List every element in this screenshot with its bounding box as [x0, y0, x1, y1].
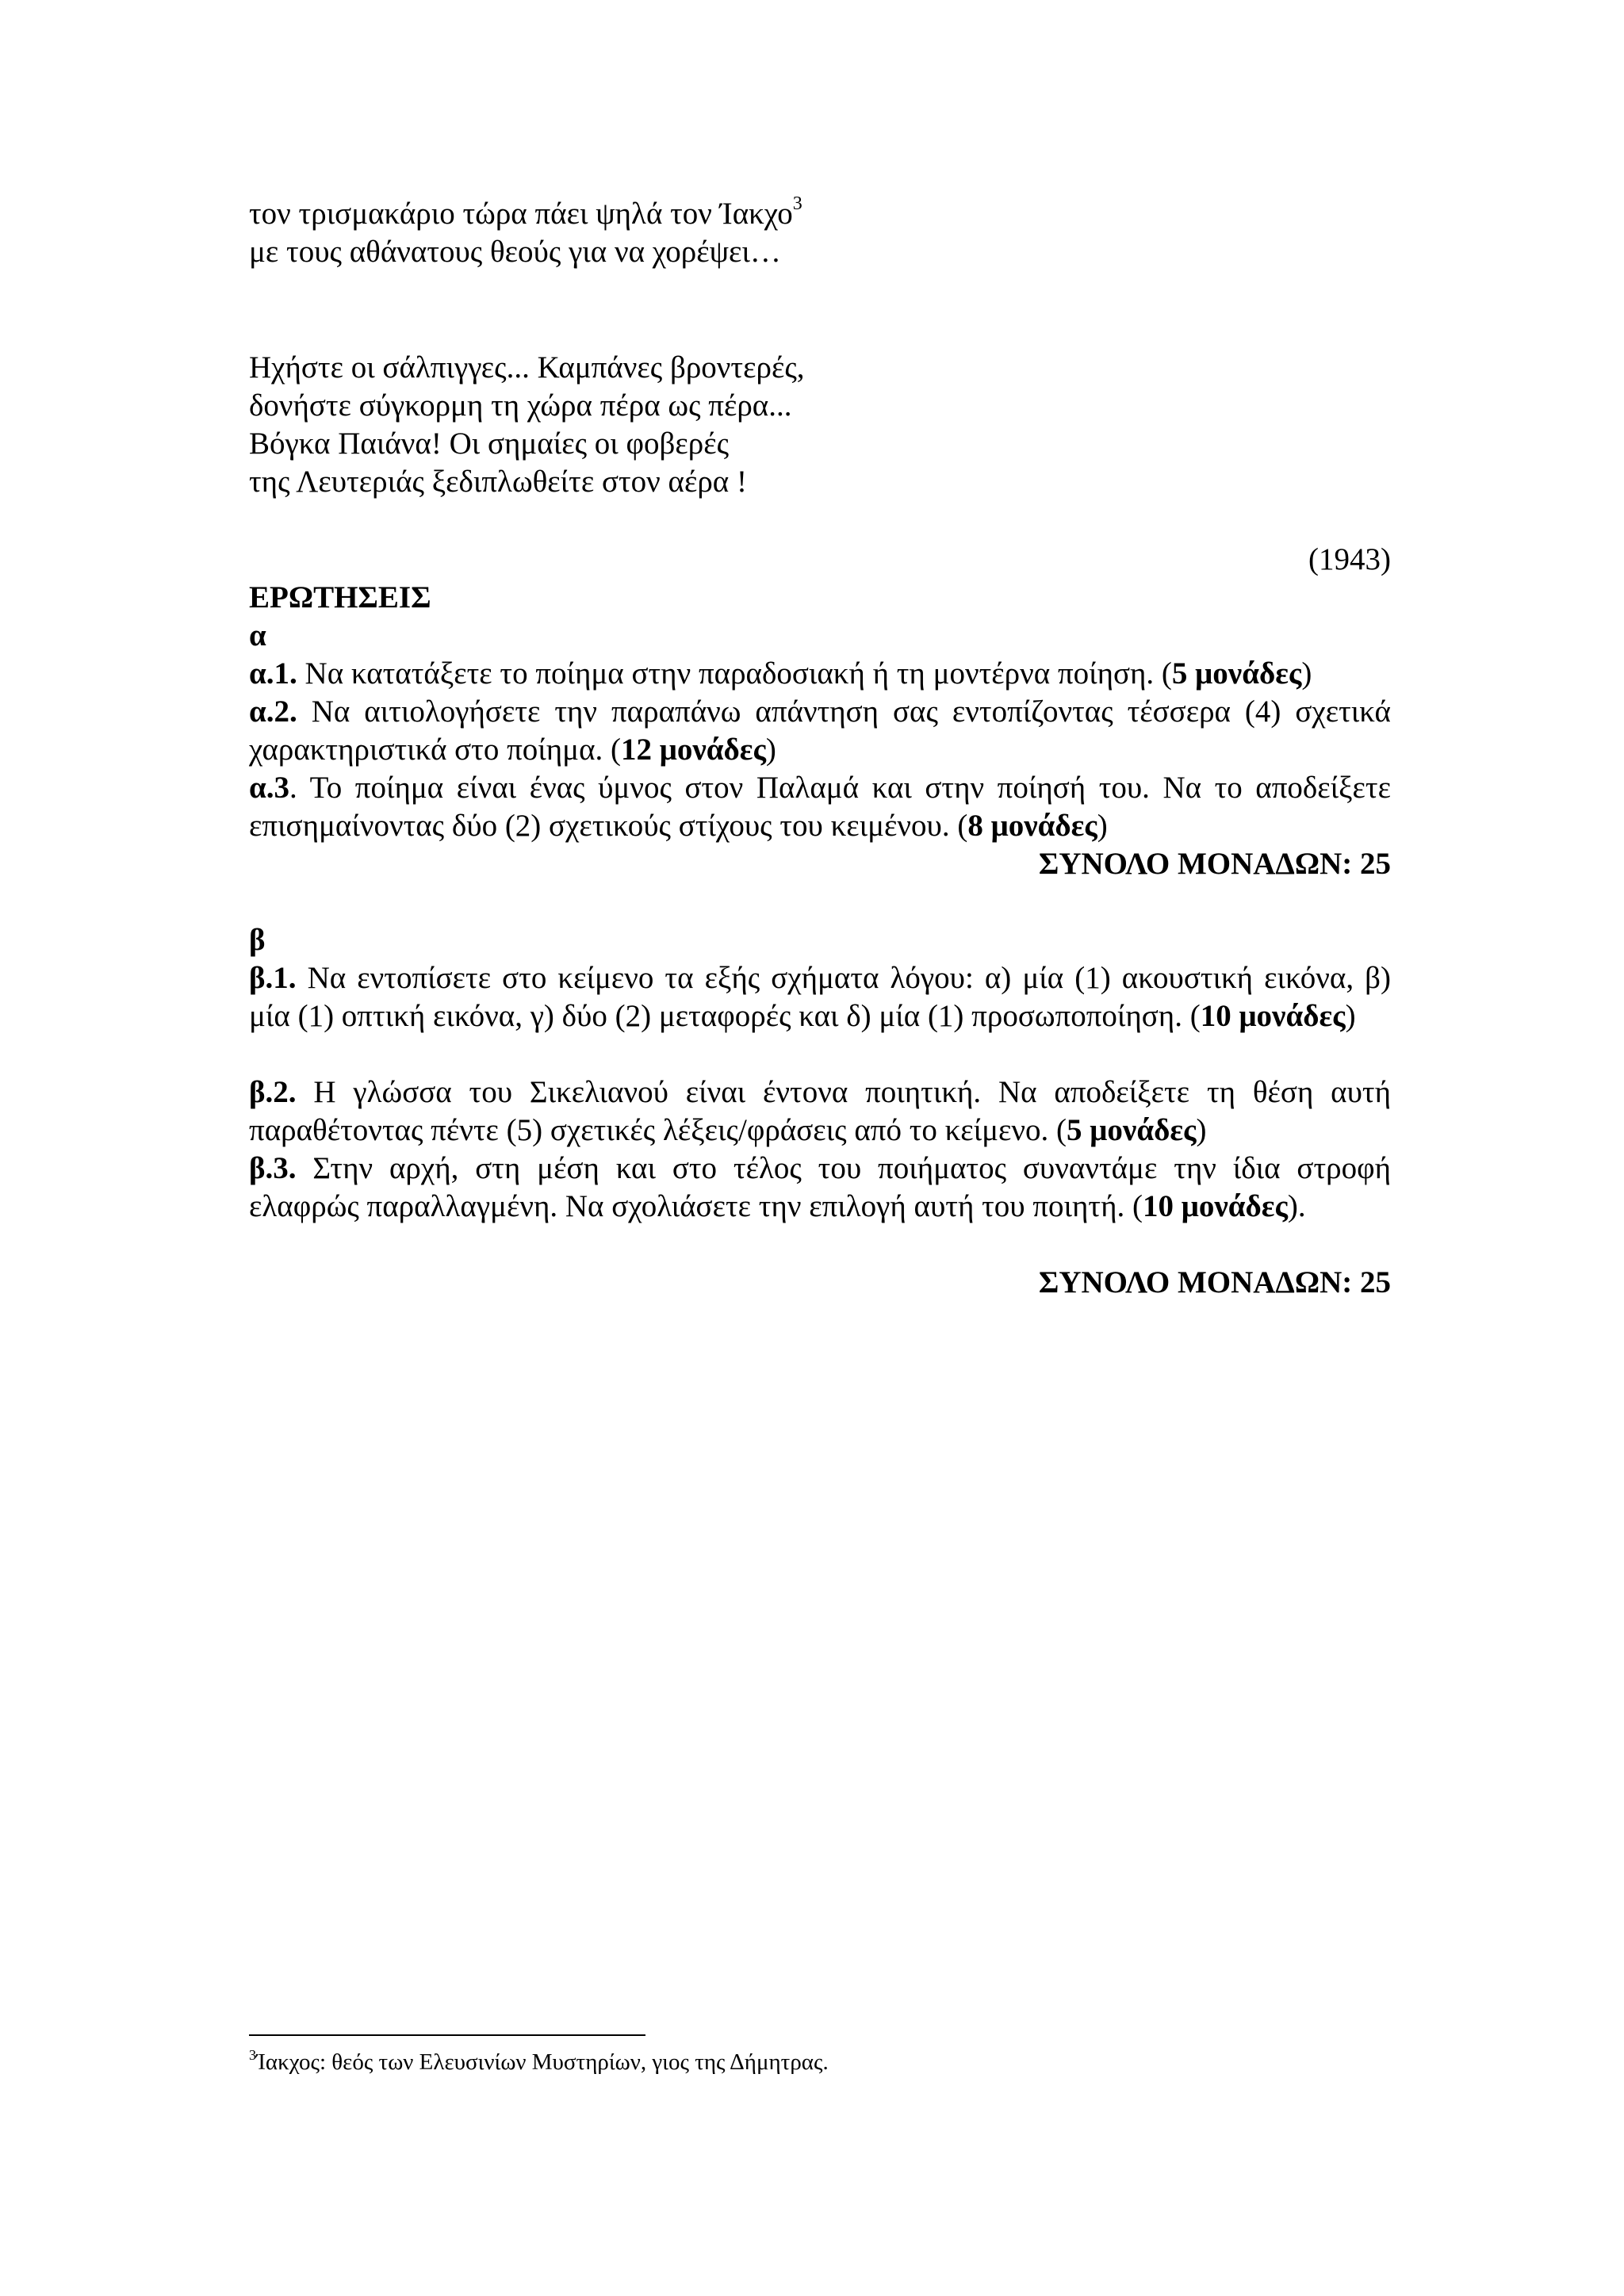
questions-heading	[249, 579, 431, 617]
section-a-total-text: ΣΥΝΟΛΟ ΜΟΝΑΔΩΝ: 25	[1038, 847, 1391, 881]
section-a-label	[249, 617, 266, 655]
section-a-label-text: α	[249, 618, 266, 652]
section-a-total	[249, 845, 1391, 883]
footnote-mark: 3	[249, 2047, 256, 2063]
question-text: Να κατατάξετε το ποίημα στην παραδοσιακή ή τη μοντέρνα ποίηση. (	[297, 656, 1172, 691]
question-text-end: )	[1345, 999, 1356, 1033]
section-b-total-text: ΣΥΝΟΛΟ ΜΟΝΑΔΩΝ: 25	[1038, 1265, 1391, 1299]
section-b-label-text: β	[249, 923, 266, 957]
question-text-end: )	[1301, 656, 1312, 691]
question-points: 8 μονάδες	[967, 809, 1097, 843]
question-text: Να εντοπίσετε στο κείμενο τα εξής σχήματα λόγου: α) μία (1) ακουστική εικόνα, β) μία (1) οπτική εικόνα, γ) δύο (2) μεταφορές και δ) μία (1) προσωποποίηση. (	[249, 961, 1391, 1033]
question-text: Στην αρχή, στη μέση και στο τέλος του ποιήματος συναντάμε την ίδια στροφή ελαφρώς παραλλαγμένη. Να σχολιάσετε την επιλογή αυτή του ποιητή. (	[249, 1151, 1391, 1223]
poem-line: δονήστε σύγκορμη τη χώρα πέρα ως πέρα...	[249, 388, 792, 423]
question-points: 12 μονάδες	[621, 733, 766, 767]
footnote-text: Ίακχος: θεός των Ελευσινίων Μυστηρίων, γιος της Δήμητρας.	[256, 2049, 829, 2075]
questions-heading-text: ΕΡΩΤΗΣΕΙΣ	[249, 580, 431, 614]
question-number: α.1.	[249, 656, 297, 691]
question-number: β.3.	[249, 1151, 297, 1185]
question-text-end: )	[1196, 1113, 1207, 1147]
poem-line: Βόγκα Παιάνα! Οι σημαίες οι φοβερές	[249, 427, 730, 461]
question-b1	[249, 959, 1391, 1035]
question-text-end: ).	[1287, 1189, 1306, 1223]
question-a2	[249, 693, 1391, 769]
question-number: β.2.	[249, 1075, 297, 1109]
poem-line: Ηχήστε οι σάλπιγγες... Καμπάνες βροντερές,	[249, 350, 805, 385]
question-b2	[249, 1073, 1391, 1150]
poem-line: της Λευτεριάς ξεδιπλωθείτε στον αέρα !	[249, 465, 747, 499]
question-text-end: )	[1097, 809, 1108, 843]
poem-line	[249, 195, 802, 233]
question-points: 10 μονάδες	[1200, 999, 1346, 1033]
question-points: 5 μονάδες	[1171, 656, 1302, 691]
question-number: β.1.	[249, 961, 297, 995]
question-text: . Το ποίημα είναι ένας ύμνος στον Παλαμά και στην ποίησή του. Να το αποδείξετε επισημαίνοντας δύο (2) σχετικούς στίχους του κειμένου. (	[249, 771, 1391, 843]
poem-date: (1943)	[1308, 542, 1391, 576]
section-b-label	[249, 921, 266, 959]
footnote-reference: 3	[792, 193, 802, 214]
poem-line: με τους αθάνατους θεούς για να χορέψει…	[249, 235, 781, 269]
poem-stanza-1	[249, 195, 802, 271]
question-number: α.3	[249, 771, 290, 805]
section-b-total	[249, 1264, 1391, 1302]
footnote-separator	[249, 2034, 645, 2036]
question-text-end: )	[765, 733, 776, 767]
question-a1	[249, 655, 1391, 693]
question-text: Η γλώσσα του Σικελιανού είναι έντονα ποιητική. Να αποδείξετε τη θέση αυτή παραθέτοντας πέντε (5) σχετικές λέξεις/φράσεις από το κείμενο. (	[249, 1075, 1391, 1147]
question-points: 5 μονάδες	[1067, 1113, 1197, 1147]
footnote	[249, 2049, 829, 2076]
question-a3	[249, 769, 1391, 845]
question-b3	[249, 1150, 1391, 1226]
question-text: Να αιτιολογήσετε την παραπάνω απάντηση σας εντοπίζοντας τέσσερα (4) σχετικά χαρακτηριστικά στο ποίημα. (	[249, 695, 1391, 767]
poem-line-text: τον τρισμακάριο τώρα πάει ψηλά τον Ίακχο	[249, 197, 793, 231]
question-points: 10 μονάδες	[1142, 1189, 1288, 1223]
question-number: α.2.	[249, 695, 297, 729]
poem-stanza-2	[249, 349, 805, 501]
